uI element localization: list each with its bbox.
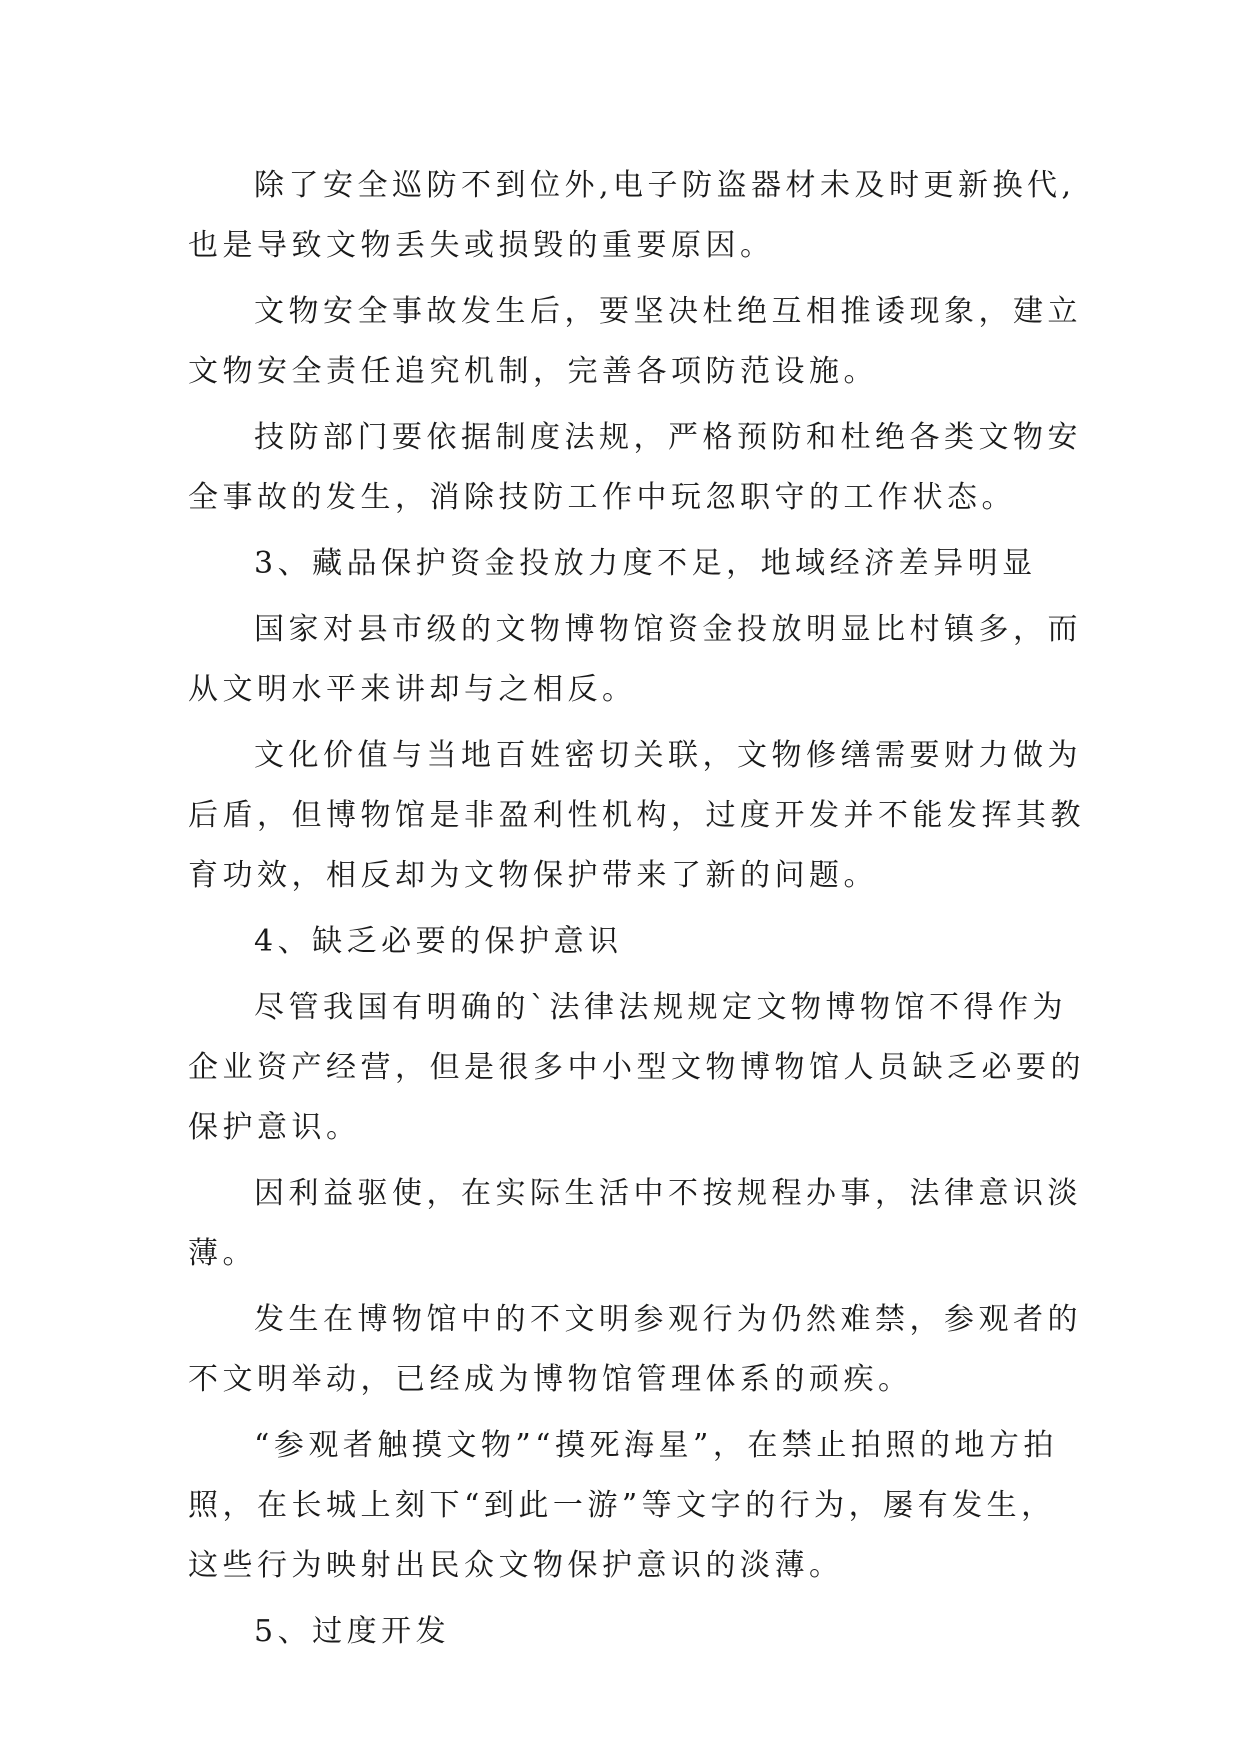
paragraph (188, 1290, 1088, 1410)
paragraph-line: 也是导致文物丢失或损毁的重要原因。 (188, 228, 775, 263)
paragraph-first-line: 发生在博物馆中的不文明参观行为仍然难禁，参观者的 (254, 1302, 1082, 1337)
paragraph (188, 978, 1088, 1158)
paragraph-line: 后盾，但博物馆是非盈利性机构，过度开发并不能发挥其教 (188, 798, 1085, 833)
paragraph (188, 1416, 1088, 1596)
paragraph-first-line: 5、过度开发 (254, 1614, 451, 1649)
paragraph-first-line: 国家对县市级的文物博物馆资金投放明显比村镇多，而 (254, 612, 1082, 647)
paragraph (188, 408, 1088, 528)
paragraph-line: 不文明举动，已经成为博物馆管理体系的顽疾。 (188, 1362, 913, 1397)
paragraph-first-line: 3、藏品保护资金投放力度不足，地域经济差异明显 (254, 546, 1037, 581)
paragraph (188, 534, 1088, 594)
paragraph-first-line: 技防部门要依据制度法规，严格预防和杜绝各类文物安 (254, 420, 1082, 455)
paragraph (188, 726, 1088, 906)
paragraph-first-line: “参观者触摸文物”“摸死海星”，在禁止拍照的地方拍 (254, 1428, 1058, 1463)
paragraph-first-line: 尽管我国有明确的`法律法规规定文物博物馆不得作为 (254, 990, 1067, 1025)
paragraph-line: 文物安全责任追究机制，完善各项防范设施。 (188, 354, 878, 389)
paragraph (188, 1164, 1088, 1284)
paragraph-first-line: 因利益驱使，在实际生活中不按规程办事，法律意识淡 (254, 1176, 1082, 1211)
paragraph-line: 从文明水平来讲却与之相反。 (188, 672, 637, 707)
paragraph-line: 育功效，相反却为文物保护带来了新的问题。 (188, 858, 878, 893)
paragraph (188, 1602, 1088, 1662)
paragraph-line: 全事故的发生，消除技防工作中玩忽职守的工作状态。 (188, 480, 1016, 515)
paragraph (188, 156, 1088, 276)
paragraph (188, 912, 1088, 972)
paragraph-line: 薄。 (188, 1236, 257, 1271)
paragraph-first-line: 文物安全事故发生后，要坚决杜绝互相推诿现象，建立 (254, 294, 1082, 329)
paragraph-line: 照，在长城上刻下“到此一游”等文字的行为，屡有发生， (188, 1488, 1056, 1523)
paragraph (188, 600, 1088, 720)
paragraph-first-line: 除了安全巡防不到位外,电子防盗器材未及时更新换代, (254, 168, 1076, 203)
paragraph-first-line: 4、缺乏必要的保护意识 (254, 924, 623, 959)
paragraph (188, 282, 1088, 402)
paragraph-line: 企业资产经营，但是很多中小型文物博物馆人员缺乏必要的 (188, 1050, 1085, 1085)
paragraph-line: 保护意识。 (188, 1110, 361, 1145)
document-body (188, 156, 1088, 1662)
paragraph-first-line: 文化价值与当地百姓密切关联，文物修缮需要财力做为 (254, 738, 1082, 773)
paragraph-line: 这些行为映射出民众文物保护意识的淡薄。 (188, 1548, 844, 1583)
